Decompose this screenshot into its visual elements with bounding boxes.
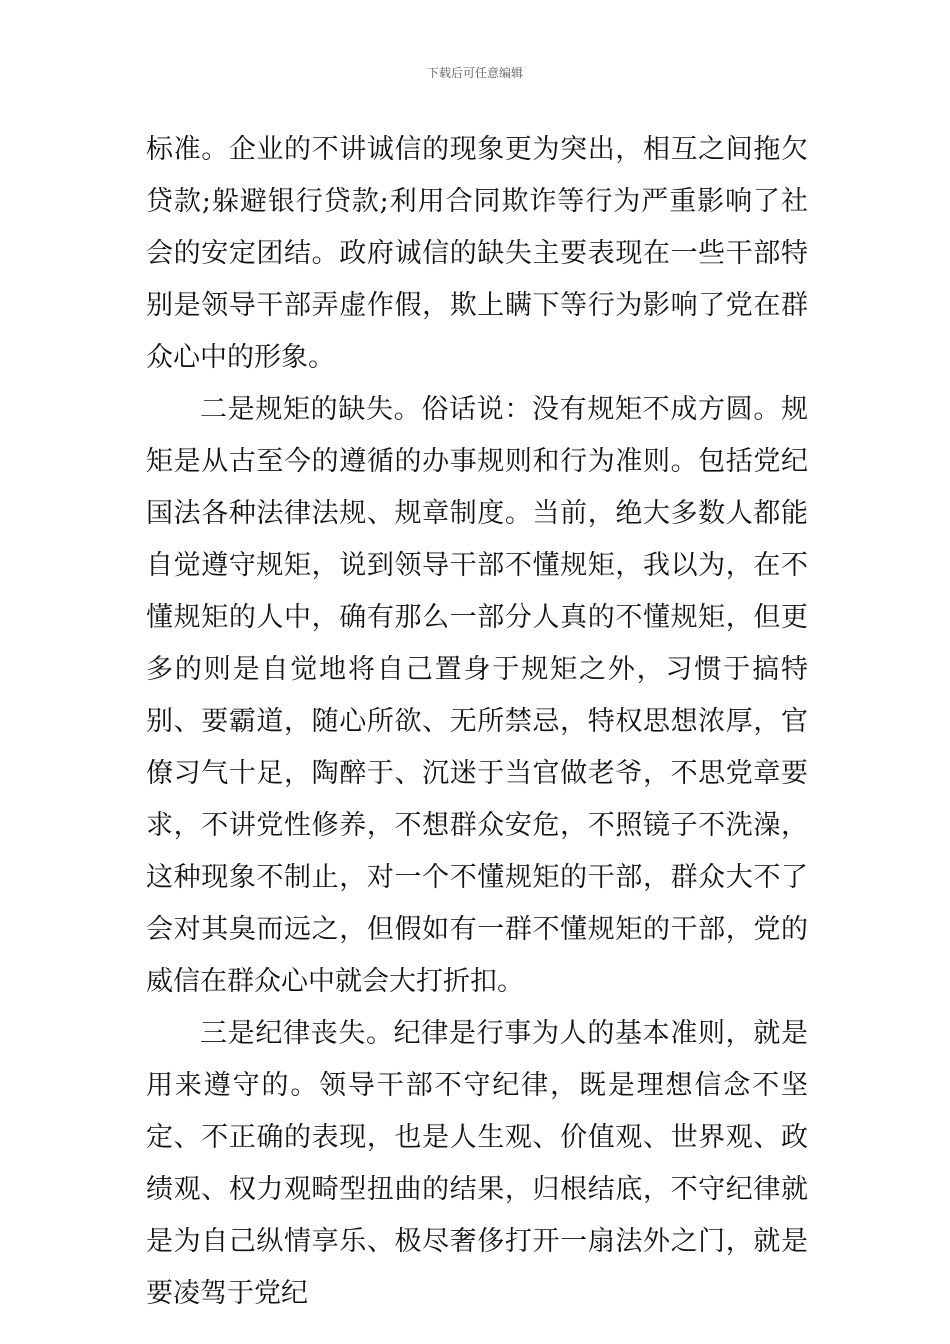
page-header: 下载后可任意编辑 [426,66,523,80]
paragraph-continuation: 标准。企业的不讲诚信的现象更为突出，相互之间拖欠贷款;躲避银行贷款;利用合同欺诈等行为严重影响了社会的安定团结。政府诚信的缺失主要表现在一些干部特别是领导干部弄虚作假，欺上瞒下等行为影响了党在群众心中的形象。 [146,134,808,373]
paragraph-discipline: 三是纪律丧失。纪律是行事为人的基本准则，就是用来遵守的。领导干部不守纪律，既是理想信念不坚定、不正确的表现，也是人生观、价值观、世界观、政绩观、权力观畸型扭曲的结果，归根结底，不守纪律就是为自己纵情享乐、极尽奢侈打开一扇法外之门，就是要凌驾于党纪 [146,1018,808,1309]
paragraph-rules: 二是规矩的缺失。俗话说：没有规矩不成方圆。规矩是从古至今的遵循的办事规则和行为准则。包括党纪国法各种法律法规、规章制度。当前，绝大多数人都能自觉遵守规矩，说到领导干部不懂规矩，我以为，在不懂规矩的人中，确有那么一部分人真的不懂规矩，但更多的则是自觉地将自己置身于规矩之外，习惯于搞特别、要霸道，随心所欲、无所禁忌，特权思想浓厚，官僚习气十足，陶醉于、沉迷于当官做老爷，不思党章要求，不讲党性修养，不想群众安危，不照镜子不洗澡，这种现象不制止，对一个不懂规矩的干部，群众大不了会对其臭而远之，但假如有一群不懂规矩的干部，党的威信在群众心中就会大打折扣。 [146,394,808,997]
document-body [146,124,808,1320]
